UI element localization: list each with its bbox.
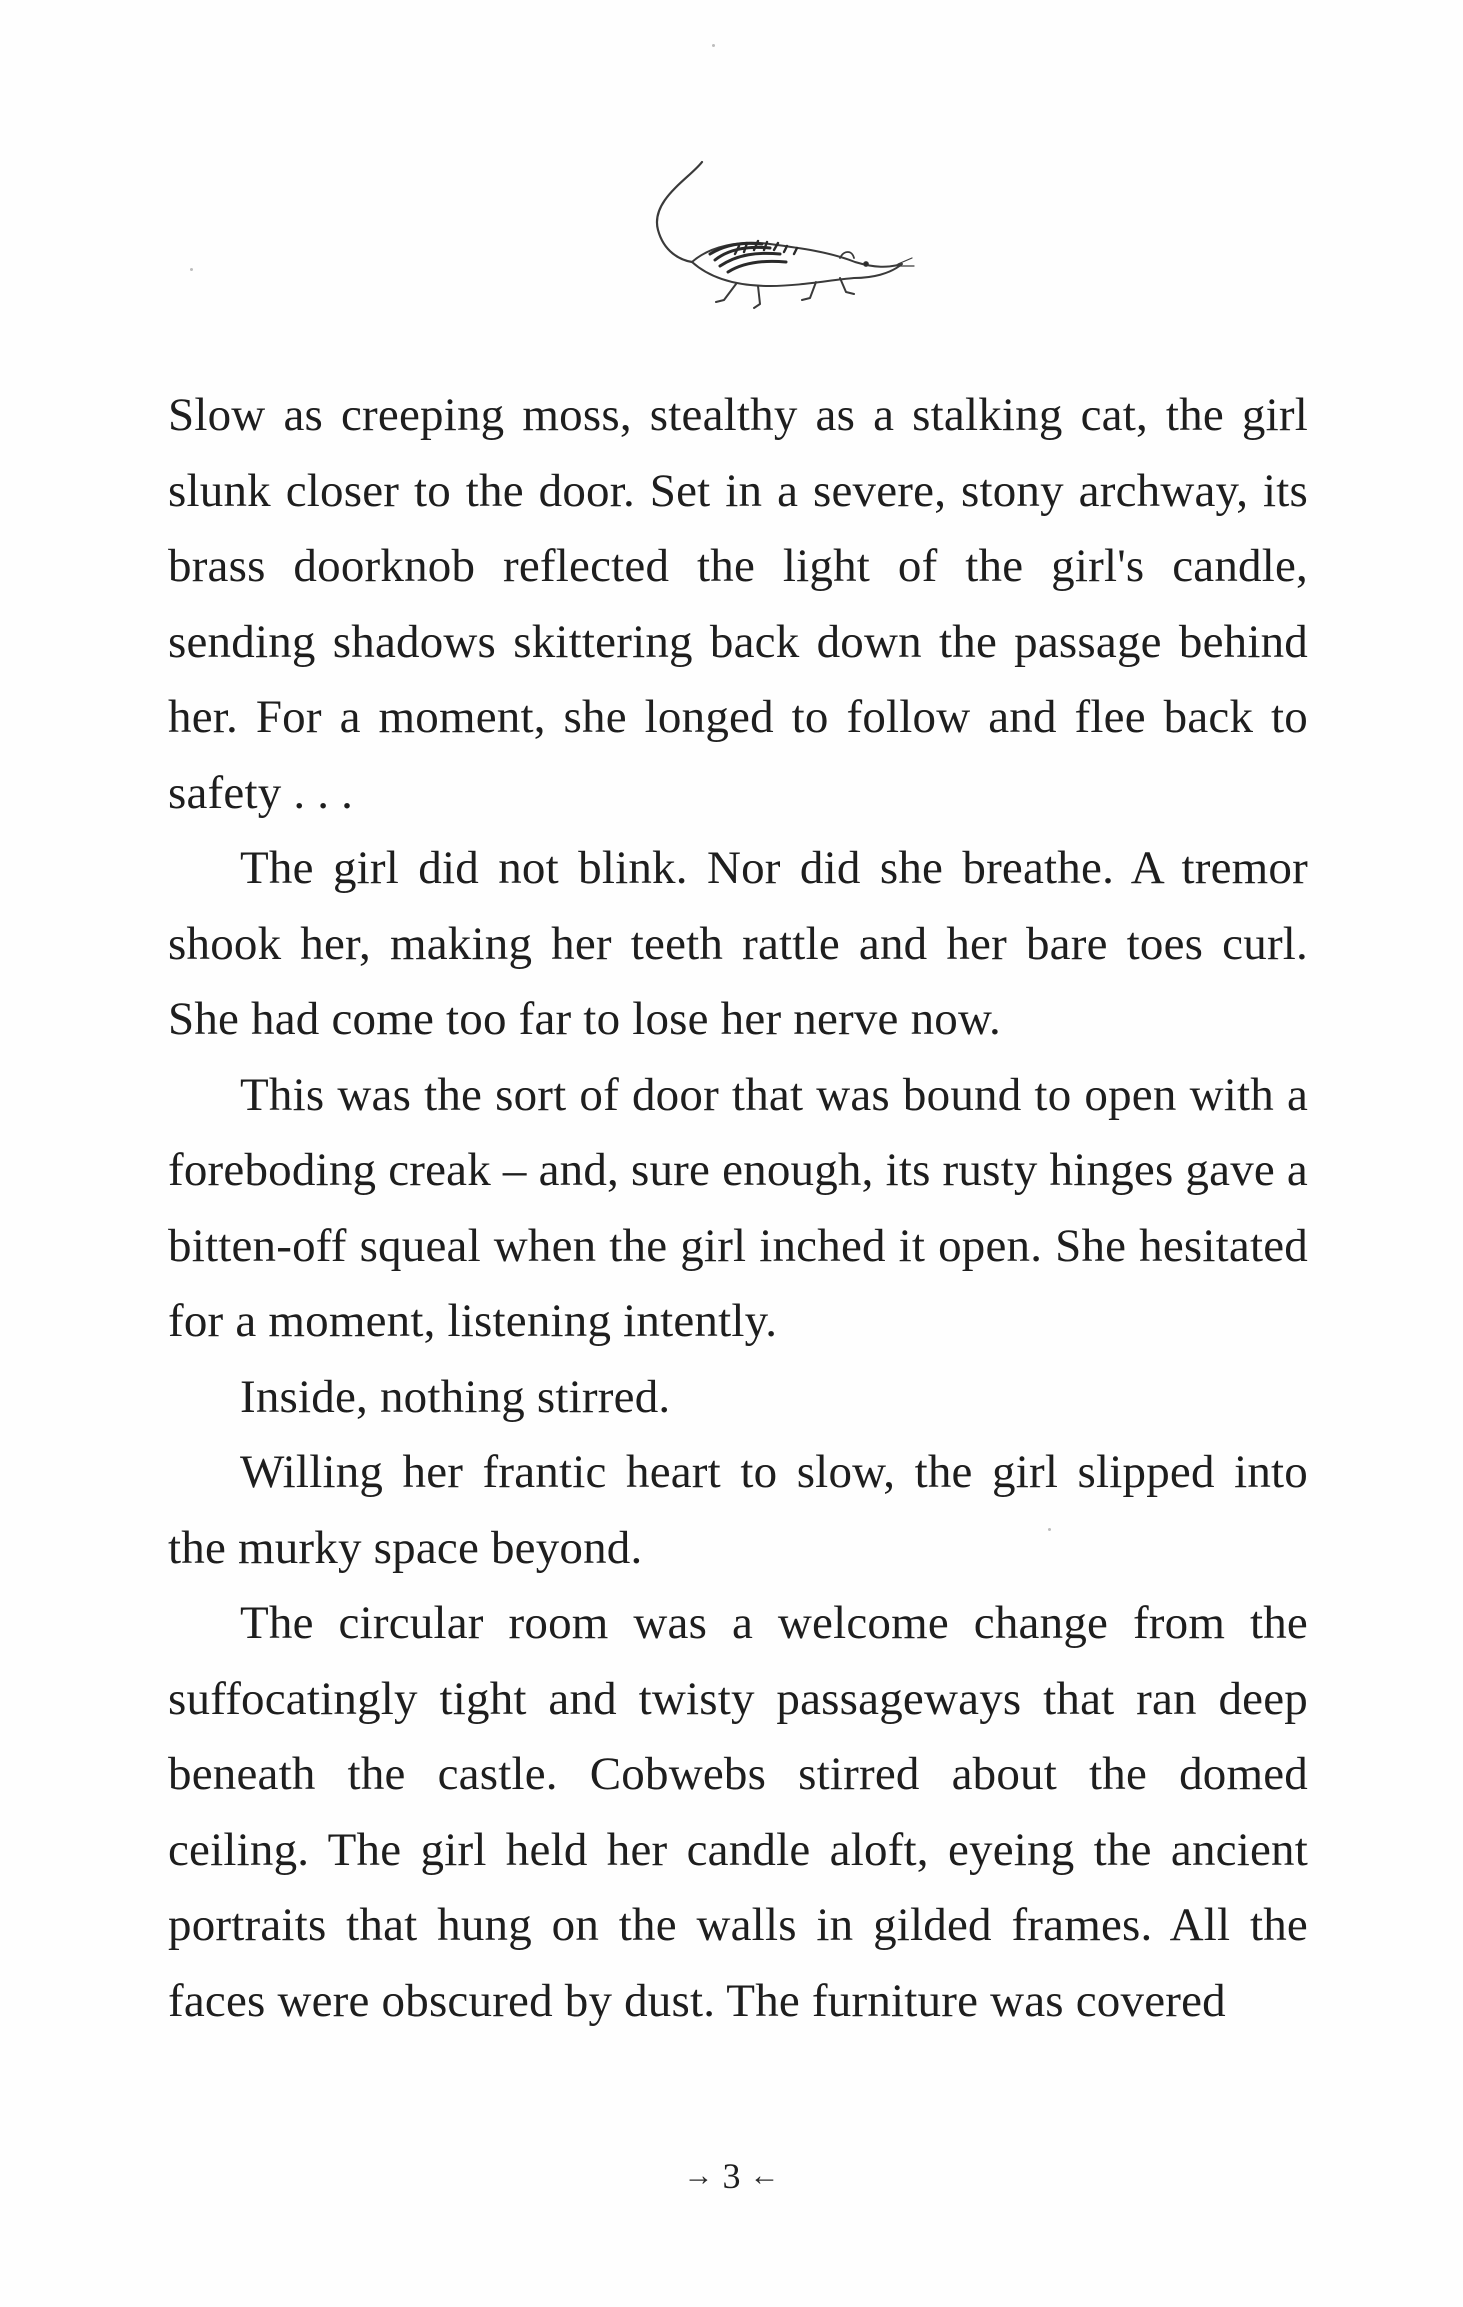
body-text bbox=[168, 378, 1308, 2039]
paragraph: The girl did not blink. Nor did she breathe. A tremor shook her, making her teeth rattle and her bare toes curl. She had come too far to lose her nerve now. bbox=[168, 842, 1308, 1045]
paragraph: Willing her frantic heart to slow, the girl slipped into the murky space beyond. bbox=[168, 1446, 1308, 1574]
page-number: 3 bbox=[722, 2155, 741, 2196]
paragraph: Inside, nothing stirred. bbox=[240, 1370, 671, 1423]
paragraph: This was the sort of door that was bound to open with a foreboding creak – and, sure enough, its rusty hinges gave a bitten-off squeal when the girl inched it open. She hesitated for a moment, listening intently. bbox=[168, 1068, 1308, 1347]
paper-speck bbox=[190, 268, 193, 271]
paragraph: The circular room was a welcome change from the suffocatingly tight and twisty passageways that ran deep beneath the castle. Cobwebs stirred about the domed ceiling. The girl held her candle aloft, eyeing the ancient portraits that hung on the walls in gilded frames. All the faces were obscured by dust. The furniture was covered bbox=[168, 1597, 1308, 2027]
paragraph: Slow as creeping moss, stealthy as a stalking cat, the girl slunk closer to the door. Set in a severe, stony archway, its brass doorknob reflected the light of the girl's candle, sending shadows skittering back down the passage behind her. For a moment, she longed to follow and flee back to safety . . . bbox=[168, 389, 1308, 819]
folio-left-ornament: → bbox=[683, 2158, 714, 2192]
paper-speck bbox=[712, 44, 715, 47]
folio-right-ornament: ← bbox=[749, 2158, 780, 2192]
page-number-folio bbox=[0, 2150, 1463, 2198]
rat-illustration bbox=[640, 150, 920, 330]
